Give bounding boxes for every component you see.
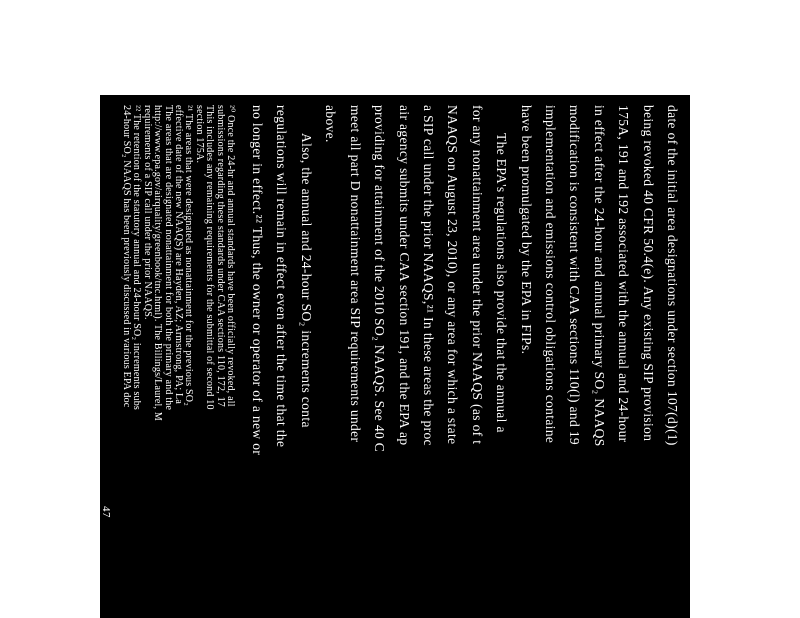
body-line: NAAQS on August 23, 2010), or any area for which a state bbox=[445, 105, 461, 445]
footnote-line: ²⁰ Once the 24-hr and annual standards have been officially revoked, all bbox=[225, 105, 236, 407]
body-line: have been promulgated by the EPA in FIPs. bbox=[518, 105, 534, 355]
footnote-line: 24-hour SO₂ NAAQS has been previously discussed in various EPA doc bbox=[120, 105, 132, 408]
footnote-line: ²¹ The areas that were designated as nonattainment for the previous SO₂ bbox=[183, 105, 195, 406]
body-text bbox=[245, 105, 684, 618]
footnote-line: ²² The retention of the statutory annual and 24-hour SO₂ increments subs bbox=[131, 105, 143, 411]
footnote-line: effective date of the new NAAQS) are Hayden, AZ; Armstrong, PA; La bbox=[172, 105, 184, 404]
body-line: modification is consistent with CAA sections 110(l) and 19 bbox=[567, 105, 583, 446]
page-number: 47 bbox=[100, 506, 112, 518]
footnotes bbox=[121, 105, 235, 618]
body-line: Also, the annual and 24-hour SO₂ increments conta bbox=[298, 133, 314, 428]
body-line: implementation and emissions control obligations containe bbox=[542, 105, 558, 444]
document-page bbox=[100, 95, 690, 618]
footnote-line: submissions regarding these standards under CAA sections 110, 172, 17 bbox=[214, 105, 226, 408]
footnote-line: http://www.epa.gov/airquality/greenbook/tnc.html). The Billings/Laurel, M bbox=[152, 105, 164, 421]
body-line: above. bbox=[323, 105, 339, 143]
body-line: regulations will remain in effect even after the time that the bbox=[274, 105, 290, 448]
body-line: for any nonattainment area under the prior NAAQS (as of t bbox=[469, 105, 485, 445]
body-line: being revoked 40 CFR 50.4(e). Any existing SIP provision bbox=[640, 105, 656, 442]
footnote-line: The areas that are designated nonattainment for both the primary and the bbox=[162, 105, 174, 411]
rotated-page-content bbox=[100, 95, 690, 618]
body-line: The EPA's regulations also provide that the annual a bbox=[494, 133, 510, 433]
body-line: date of the initial area designations under section 107(d)(1) bbox=[665, 105, 680, 446]
body-line: providing for attainment of the 2010 SO₂ NAAQS. See 40 C bbox=[372, 105, 388, 453]
body-line: a SIP call under the prior NAAQS,²¹ In these areas the proc bbox=[420, 105, 436, 446]
body-line: 175A, 191 and 192 associated with the annual and 24-hour bbox=[616, 105, 632, 443]
body-line: air agency submits under CAA section 191, and the EPA ap bbox=[396, 105, 412, 446]
body-line: no longer in effect.²² Thus, the owner or operator of a new or bbox=[250, 105, 266, 456]
body-line: in effect after the 24-hour and annual primary SO₂ NAAQS bbox=[591, 105, 607, 447]
footnote-line: This includes any remaining requirements for the submittal of second 10 bbox=[204, 105, 216, 410]
body-line: meet all part D nonattainment area SIP requirements under bbox=[347, 105, 363, 443]
footnote-line: section 175A. bbox=[193, 105, 205, 164]
footnote-line: requirements of a SIP call under the prior NAAQS. bbox=[141, 105, 153, 320]
